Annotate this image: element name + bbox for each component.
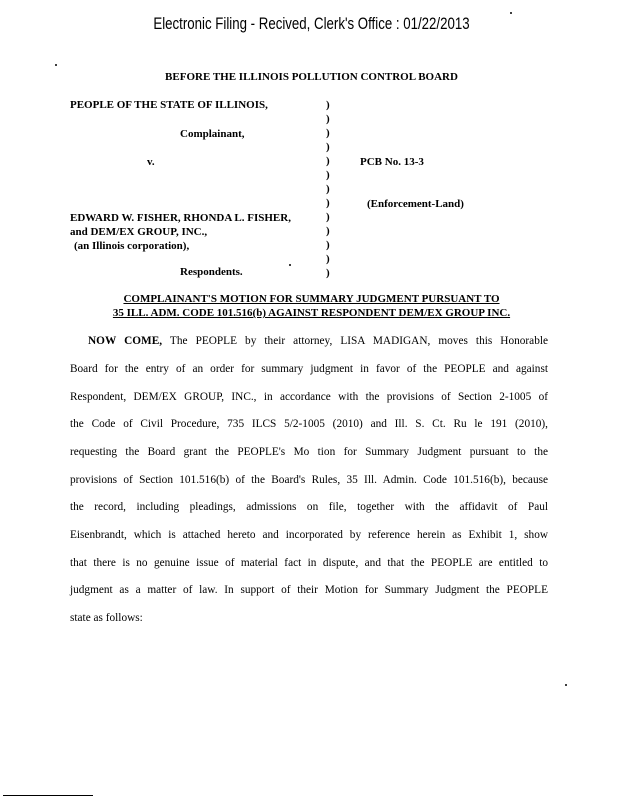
caption-paren: ) [326, 155, 330, 167]
defendant-role: Respondents. [180, 266, 243, 278]
board-heading: BEFORE THE ILLINOIS POLLUTION CONTROL BOARD [165, 71, 458, 83]
caption-paren: ) [326, 225, 330, 237]
defendant-line-3: (an Illinois corporation), [74, 240, 190, 252]
caption-paren: ) [326, 99, 330, 111]
caption-paren: ) [326, 267, 330, 279]
caption-paren: ) [326, 127, 330, 139]
caption-paren: ) [326, 113, 330, 125]
plaintiff-name: PEOPLE OF THE STATE OF ILLINOIS, [70, 99, 268, 111]
body-line: the Code of Civil Procedure, 735 ILCS 5/2-1005 (2010) and Ill. S. Ct. Ru le 191 (2010), [70, 418, 548, 430]
body-line-1 [88, 335, 548, 347]
scan-speck [289, 264, 291, 266]
body-line: judgment as a matter of law. In support of their Motion for Summary Judgment the PEOPLE [70, 584, 548, 596]
caption-paren: ) [326, 253, 330, 265]
body-last-line: state as follows: [70, 612, 143, 624]
versus-label: v. [147, 156, 155, 168]
plaintiff-role: Complainant, [180, 128, 245, 140]
body-line: Respondent, DEM/EX GROUP, INC., in accordance with the provisions of Section 2-1005 of [70, 391, 548, 403]
body-line: requesting the Board grant the PEOPLE's Mo tion for Summary Judgment pursuant to the [70, 446, 548, 458]
footnote-rule [3, 795, 93, 796]
motion-title-line-1: COMPLAINANT'S MOTION FOR SUMMARY JUDGMENT PURSUANT TO [123, 293, 500, 305]
motion-title-line-2: 35 ILL. ADM. CODE 101.516(b) AGAINST RESPONDENT DEM/EX GROUP INC. [112, 307, 511, 319]
caption-paren: ) [326, 141, 330, 153]
body-line: the record, including pleadings, admissions on file, together with the affidavit of Paul [70, 501, 548, 513]
case-number: PCB No. 13-3 [360, 156, 424, 168]
body-line: that there is no genuine issue of material fact in dispute, and that the PEOPLE are entitled to [70, 557, 548, 569]
caption-paren: ) [326, 211, 330, 223]
electronic-filing-stamp: Electronic Filing - Recived, Clerk's Office : 01/22/2013 [153, 14, 470, 33]
case-type: (Enforcement-Land) [367, 198, 464, 210]
defendant-line-2: and DEM/EX GROUP, INC., [70, 226, 208, 238]
scan-speck [510, 12, 512, 14]
scan-speck [55, 64, 57, 66]
body-lead: NOW COME, [88, 335, 163, 347]
caption-paren: ) [326, 197, 330, 209]
defendant-line-1: EDWARD W. FISHER, RHONDA L. FISHER, [70, 212, 291, 224]
body-line: provisions of Section 101.516(b) of the Board's Rules, 35 Ill. Admin. Code 101.516(b), because [70, 474, 548, 486]
caption-paren: ) [326, 169, 330, 181]
scan-speck [565, 684, 567, 686]
body-line: Eisenbrandt, which is attached hereto and incorporated by reference herein as Exhibit 1, show [70, 529, 548, 541]
body-line: Board for the entry of an order for summary judgment in favor of the PEOPLE and against [70, 363, 548, 375]
caption-paren: ) [326, 183, 330, 195]
caption-paren: ) [326, 239, 330, 251]
body-line-1-text: The PEOPLE by their attorney, LISA MADIGAN, moves this Honorable [162, 335, 548, 347]
